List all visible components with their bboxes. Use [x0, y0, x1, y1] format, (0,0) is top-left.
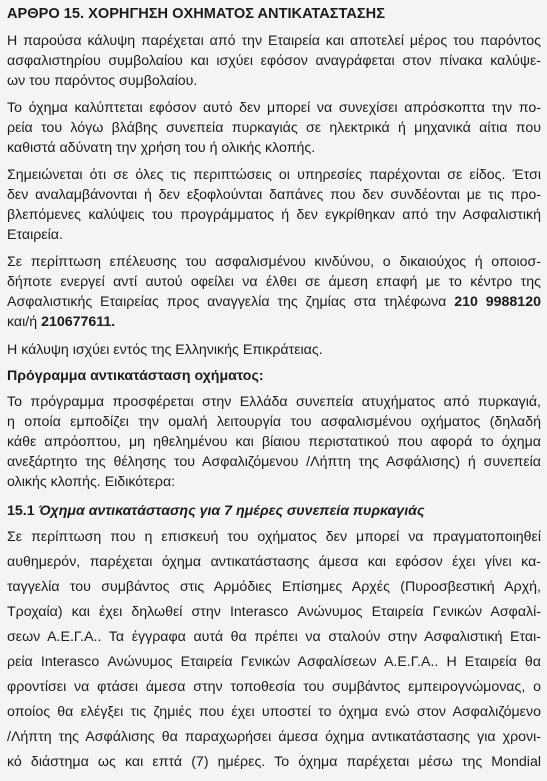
paragraph-line: αυθημερόν, παρέχεται όχημα αντικατάστασης άμεσα και εφόσον έχει γίνει κα-	[7, 554, 541, 570]
subsection-number: 15.1	[7, 503, 39, 519]
paragraph-line: Το πρόγραμμα προσφέρεται στην Ελλάδα συνεπεία ατυχήματος από πυρκαγιά,	[7, 394, 541, 410]
paragraph-line: Εταιρεία.	[7, 227, 63, 243]
paragraph-line: ων του παρόντος συμβολαίου.	[7, 73, 198, 89]
paragraph-line: ρεία του λόγω βλάβης συνεπεία πυρκαγιάς σε ηλεκτρικά ή μηχανικά αίτια που	[7, 120, 541, 136]
paragraph-line: Η κάλυψη ισχύει εντός της Ελληνικής Επικράτειας.	[7, 342, 323, 358]
paragraph-line: ταγγελία του συμβάντος στις Αρμόδιες Επίσημες Αρχές (Πυροσβεστική Αρχή,	[7, 579, 541, 595]
phone-number: 210 9988120	[454, 294, 541, 310]
article-title: ΑΡΘΡΟ 15. ΧΟΡΗΓΗΣΗ ΟΧΗΜΑΤΟΣ ΑΝΤΙΚΑΤΑΣΤΑΣΗΣ	[7, 6, 385, 22]
paragraph-line: φροντίσει να φτάσει άμεσα στην τοποθεσία του συμβάντος εμπειρογνώμονας, ο	[7, 679, 541, 695]
paragraph-line	[7, 293, 541, 311]
paragraph-text: Ασφαλιστικής Εταιρείας προς αναγγελία της ζημίας στα τηλέφωνα	[7, 294, 455, 310]
paragraph-line: δεν αναλαμβάνονται ή δεν εξοφλούνται δαπάνες που δεν συνδέονται με τις προ-	[7, 187, 541, 203]
paragraph-text: και/ή	[7, 314, 42, 330]
paragraph-line: Σε περίπτωση που η επισκευή του οχήματος δεν μπορεί να πραγματοποιηθεί	[7, 529, 541, 545]
paragraph-line: /Λήπτη της Ασφάλισης θα παραχωρήσει άμεσα όχημα αντικατάστασης για χρονι-	[7, 729, 541, 745]
paragraph-line: ανεξάρτητο της θέλησης του Ασφαλιζόμενου /Λήπτη της Ασφάλισης) ή συνεπεία	[7, 454, 541, 470]
paragraph-line: ολικής κλοπής. Ειδικότερα:	[7, 474, 176, 490]
paragraph-line: Σε περίπτωση επέλευσης του ασφαλισμένου κινδύνου, ο δικαιούχος ή οποιοσ-	[7, 254, 541, 270]
period: .	[111, 314, 116, 330]
paragraph-line: Το όχημα καλύπτεται εφόσον αυτό δεν μπορεί να συνεχίσει απρόσκοπτα την πο-	[7, 100, 541, 116]
paragraph-line: βλεπόμενες καλύψεις του προγράμματος ή δεν εγκρίθηκαν από την Ασφαλιστική	[7, 207, 541, 223]
subsection-title: Όχημα αντικατάστασης για 7 ημέρες συνεπεία πυρκαγιάς	[38, 503, 425, 519]
paragraph-line: κάθε απρόοπτου, μη ηθελημένου και βίαιου περιστατικού που αφορά το όχημα	[7, 434, 541, 450]
paragraph-line: η οποία εμποδίζει την ομαλή λειτουργία του ασφαλισμένου οχήματος (δηλαδή	[7, 414, 541, 430]
paragraph-line: Η παρούσα κάλυψη παρέχεται από την Εταιρεία και αποτελεί μέρος του παρόντος	[7, 33, 541, 49]
paragraph-line: Σημειώνεται ότι σε όλες τις περιπτώσεις οι υπηρεσίες παρέχονται σε είδος. Έτσι	[7, 167, 541, 183]
paragraph-line: οποίος θα ελέγξει τις ζημιές που έχει υποστεί το όχημα ενώ στον Ασφαλιζόμενο	[7, 704, 541, 720]
paragraph-line: ρεία Interasco Ανώνυμος Εταιρεία Γενικών Ασφαλίσεων Α.Ε.Γ.Α.. Η Εταιρεία θα	[7, 654, 541, 670]
paragraph-line: σεων Α.Ε.Γ.Α.. Τα έγγραφα αυτά θα πρέπει να σταλούν στην Ασφαλιστική Εται-	[7, 629, 541, 645]
phone-number: 210677611	[41, 314, 112, 330]
section-heading: Πρόγραμμα αντικατάσταση οχήματος:	[7, 368, 264, 384]
paragraph-line: κό διάστημα ως και επτά (7) ημέρες. Το όχημα παρέχεται μέσω της Mondial	[7, 754, 541, 770]
paragraph-line: ασφαλιστηρίου συμβολαίου και ισχύει εφόσον αναγράφεται στον πίνακα καλύψε-	[7, 53, 541, 69]
paragraph-line: Τροχαία) και έχει δηλωθεί στην Interasco Ανώνυμος Εταιρεία Γενικών Ασφαλί-	[7, 604, 541, 620]
paragraph-line: καθιστά αδύνατη την χρήση του ή ολικής κλοπής.	[7, 140, 316, 156]
subsection-heading	[7, 502, 541, 520]
paragraph-line	[7, 313, 541, 331]
paragraph-line: δήποτε ενεργεί αντί αυτού οφείλει να έλθει σε άμεση επαφή με το κέντρο της	[7, 274, 541, 290]
